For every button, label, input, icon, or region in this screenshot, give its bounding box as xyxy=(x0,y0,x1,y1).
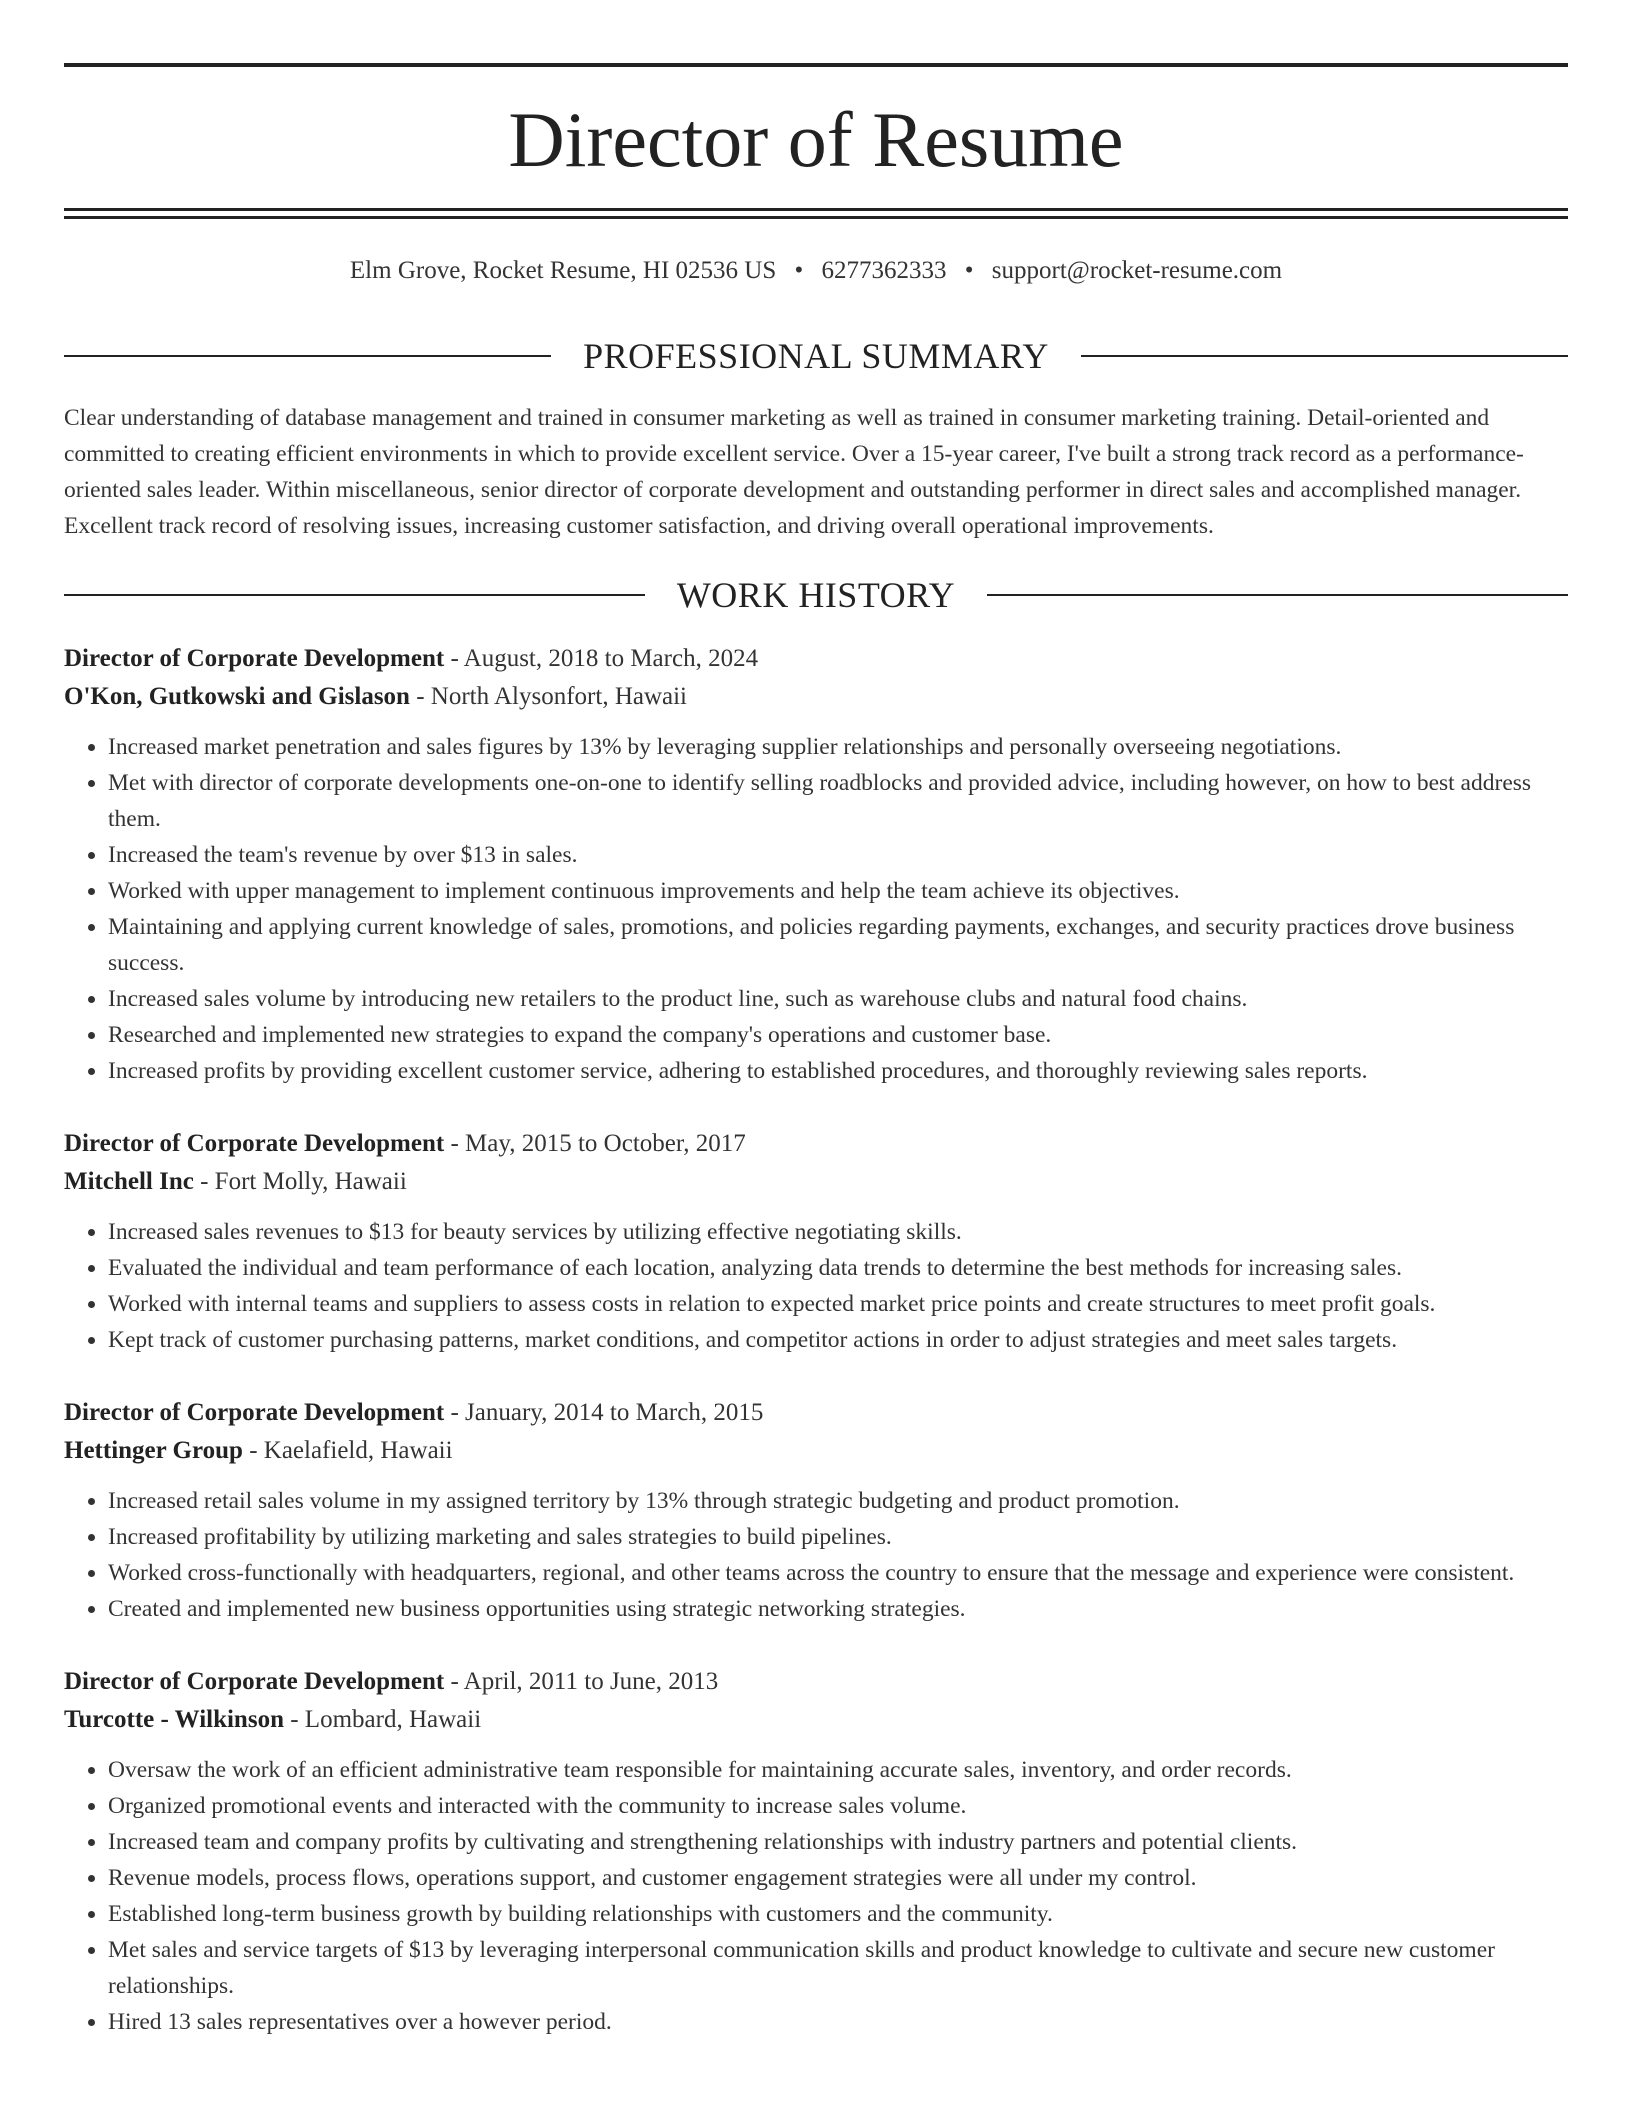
heading-rule-left xyxy=(64,355,551,357)
job-company: Mitchell Inc xyxy=(64,1168,194,1195)
job-title: Director of Corporate Development xyxy=(64,1668,445,1695)
job-bullet: • Researched and implemented new strategies to expand the company's operations and customer base. xyxy=(108,1017,1568,1053)
job-bullet: • Maintaining and applying current knowledge of sales, promotions, and policies regarding payments, exchanges, and security practices drove business success. xyxy=(108,909,1568,981)
job-bullet: • Increased profits by providing excellent customer service, adhering to established procedures, and thoroughly reviewing sales reports. xyxy=(108,1053,1568,1089)
job-bullet: • Hired 13 sales representatives over a however period. xyxy=(108,2004,1568,2040)
contact-phone: 6277362333 xyxy=(821,257,947,284)
summary-text: Clear understanding of database management and trained in consumer marketing as well as trained in consumer marketing training. Detail-oriented and committed to creating efficient environments in which to provide excellent service. Over a 15-year career, I've built a strong track record as a performance-oriented sales leader. Within miscellaneous, senior director of corporate development and outstanding performer in direct sales and accomplished manager. Excellent track record of resolving issues, increasing customer satisfaction, and driving overall operational improvements. xyxy=(64,405,1524,539)
job-title: Director of Corporate Development xyxy=(64,1399,445,1426)
work-history-list xyxy=(64,640,1568,2076)
job-title-line xyxy=(64,1394,1568,1432)
job-bullet: • Kept track of customer purchasing patterns, market conditions, and competitor actions in order to adjust strategies and meet sales targets. xyxy=(108,1322,1568,1358)
header-top-rule xyxy=(64,63,1568,67)
job-company-line xyxy=(64,1163,1568,1201)
job-location: - Kaelafield, Hawaii xyxy=(242,1437,453,1464)
job-dates: - May, 2015 to October, 2017 xyxy=(444,1130,746,1157)
contact-address: Elm Grove, Rocket Resume, HI 02536 US xyxy=(349,257,777,284)
header-double-rule-lower xyxy=(64,216,1568,219)
header-double-rule-upper xyxy=(64,208,1568,211)
work-entry xyxy=(64,1663,1568,2040)
job-bullet-list xyxy=(64,1483,1568,1627)
summary-heading-row xyxy=(64,334,1568,378)
job-company: Turcotte - Wilkinson xyxy=(64,1706,284,1733)
job-bullet-list xyxy=(64,729,1568,1089)
job-location: - North Alysonfort, Hawaii xyxy=(409,683,688,710)
job-bullet: • Organized promotional events and interacted with the community to increase sales volume. xyxy=(108,1788,1568,1824)
resume-title: Director of Resume xyxy=(508,96,1124,183)
job-bullet: • Increased retail sales volume in my assigned territory by 13% through strategic budgeting and product promotion. xyxy=(108,1483,1568,1519)
job-company-line xyxy=(64,1701,1568,1739)
job-bullet: • Created and implemented new business opportunities using strategic networking strategies. xyxy=(108,1591,1568,1627)
job-bullet: • Worked with internal teams and suppliers to assess costs in relation to expected market price points and create structures to meet profit goals. xyxy=(108,1286,1568,1322)
job-bullet: • Evaluated the individual and team performance of each location, analyzing data trends to determine the best methods for increasing sales. xyxy=(108,1250,1568,1286)
job-company-line xyxy=(64,678,1568,716)
heading-rule-left xyxy=(64,594,645,596)
job-bullet: • Established long-term business growth by building relationships with customers and the community. xyxy=(108,1896,1568,1932)
job-bullet: • Increased profitability by utilizing marketing and sales strategies to build pipelines. xyxy=(108,1519,1568,1555)
job-bullet-list xyxy=(64,1214,1568,1358)
job-bullet: • Increased team and company profits by cultivating and strengthening relationships with industry partners and potential clients. xyxy=(108,1824,1568,1860)
job-title: Director of Corporate Development xyxy=(64,1130,445,1157)
work-entry xyxy=(64,1125,1568,1358)
job-company: Hettinger Group xyxy=(64,1437,243,1464)
job-bullet: • Increased sales volume by introducing new retailers to the product line, such as warehouse clubs and natural food chains. xyxy=(108,981,1568,1017)
summary-heading: PROFESSIONAL SUMMARY xyxy=(583,336,1049,376)
contact-separator: • xyxy=(794,257,804,284)
job-dates: - April, 2011 to June, 2013 xyxy=(444,1668,719,1695)
job-title-line xyxy=(64,640,1568,678)
job-dates: - August, 2018 to March, 2024 xyxy=(444,645,759,672)
job-bullet: • Oversaw the work of an efficient administrative team responsible for maintaining accurate sales, inventory, and order records. xyxy=(108,1752,1568,1788)
job-bullet: • Revenue models, process flows, operations support, and customer engagement strategies were all under my control. xyxy=(108,1860,1568,1896)
heading-rule-right xyxy=(1081,355,1568,357)
job-bullet-list xyxy=(64,1752,1568,2040)
job-bullet: • Met sales and service targets of $13 by leveraging interpersonal communication skills and product knowledge to cultivate and secure new customer relationships. xyxy=(108,1932,1568,2004)
job-bullet: • Increased the team's revenue by over $13 in sales. xyxy=(108,837,1568,873)
contact-email: support@rocket-resume.com xyxy=(991,257,1283,284)
work-heading: WORK HISTORY xyxy=(676,575,956,615)
job-bullet: • Increased market penetration and sales figures by 13% by leveraging supplier relationships and personally overseeing negotiations. xyxy=(108,729,1568,765)
job-company-line xyxy=(64,1432,1568,1470)
job-bullet: • Worked with upper management to implement continuous improvements and help the team achieve its objectives. xyxy=(108,873,1568,909)
job-location: - Fort Molly, Hawaii xyxy=(193,1168,407,1195)
contact-line xyxy=(64,254,1568,288)
heading-rule-right xyxy=(987,594,1568,596)
job-dates: - January, 2014 to March, 2015 xyxy=(444,1399,764,1426)
work-heading-row xyxy=(64,573,1568,617)
job-title: Director of Corporate Development xyxy=(64,645,445,672)
job-bullet: • Met with director of corporate developments one-on-one to identify selling roadblocks and provided advice, including however, on how to best address them. xyxy=(108,765,1568,837)
job-bullet: • Worked cross-functionally with headquarters, regional, and other teams across the country to ensure that the message and experience were consistent. xyxy=(108,1555,1568,1591)
job-company: O'Kon, Gutkowski and Gislason xyxy=(64,683,410,710)
contact-separator: • xyxy=(964,257,974,284)
job-location: - Lombard, Hawaii xyxy=(283,1706,482,1733)
job-bullet: • Increased sales revenues to $13 for beauty services by utilizing effective negotiating skills. xyxy=(108,1214,1568,1250)
work-entry xyxy=(64,640,1568,1089)
work-entry xyxy=(64,1394,1568,1627)
job-title-line xyxy=(64,1663,1568,1701)
job-title-line xyxy=(64,1125,1568,1163)
